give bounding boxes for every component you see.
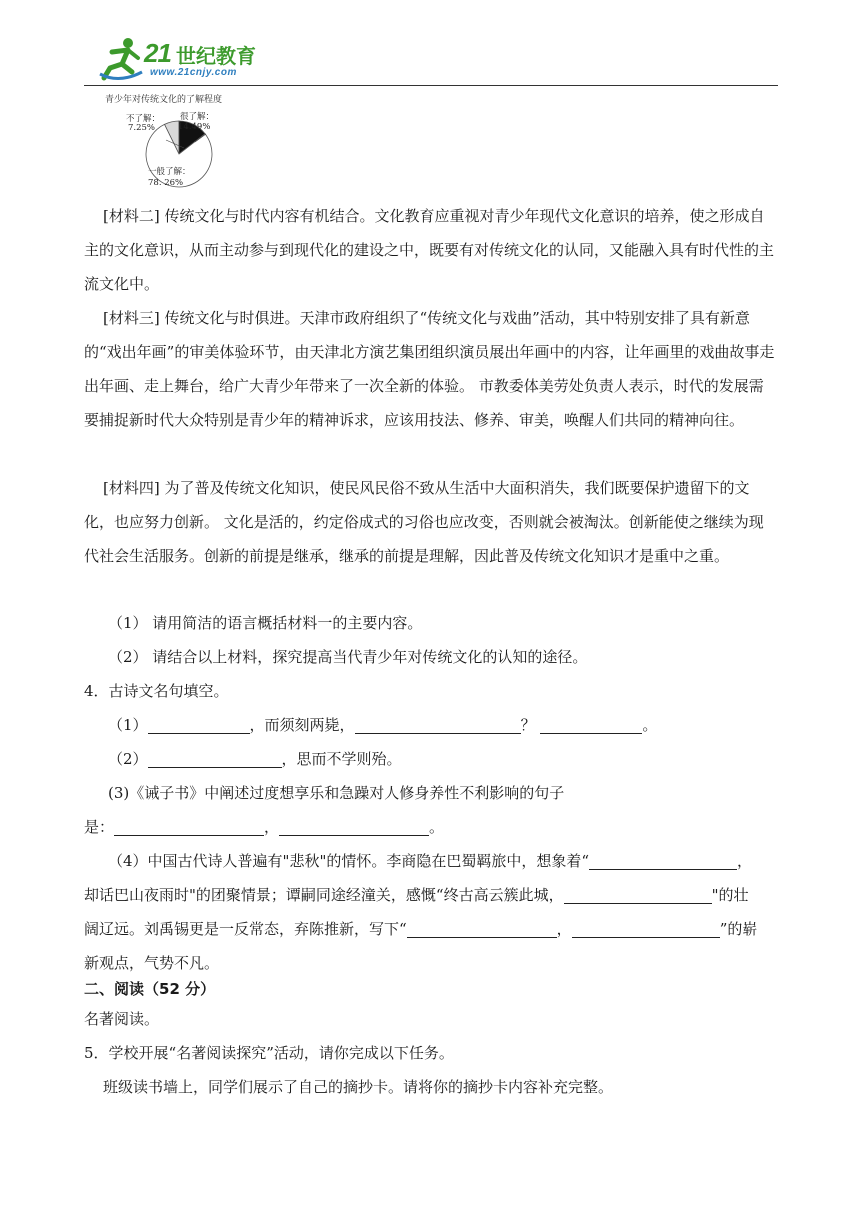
slice-label-very-understand: 很了解： bbox=[180, 112, 215, 122]
material-four: [材料四] 为了普及传统文化知识，使民风民俗不致从生活中大面积消失，我们既要保护遗留下的文化，也应努力创新。 文化是活的，约定俗成式的习俗也应改变，否则就会被淘汰。创新能使之继续为现代社会生活服务。创新的前提是继承，继承的前提是理解，因此普及传统文化知识才是重中之重。 bbox=[84, 479, 764, 565]
q4-4-text-f: ， bbox=[556, 920, 572, 938]
q4-1-number: （1） bbox=[108, 716, 148, 734]
question-4-title: 4．古诗文名句填空。 bbox=[84, 682, 229, 700]
question-3-1: （1） 请用简洁的语言概括材料一的主要内容。 bbox=[108, 614, 423, 632]
q4-3-prefix: 是： bbox=[84, 818, 115, 836]
header-divider bbox=[84, 85, 778, 86]
answer-blank-4-1a[interactable] bbox=[148, 715, 250, 734]
q4-4-text-e: 阔辽远。刘禹锡更是一反常态，弃陈推新，写下“ bbox=[84, 920, 407, 938]
material-three: [材料三] 传统文化与时俱进。天津市政府组织了“传统文化与戏曲”活动，其中特别安排了具有新意的“戏出年画”的审美体验环节，由天津北方演艺集团组织演员展出年画中的内容，让年画里的戏曲故事走出年画、走上舞台，给广大青少年带来了一次全新的体验。 市教委体美劳处负责人表示，时代的发展需要捕捉新时代大众特别是青少年的精神诉求，应该用技法、修养、审美，唤醒人们共同的精神向往。 bbox=[84, 309, 775, 429]
question-4-2 bbox=[108, 742, 402, 776]
question-4-4-line1 bbox=[108, 844, 752, 878]
logo-url: www.21cnjy.com bbox=[150, 67, 237, 78]
chart-title: 青少年对传统文化的了解程度 bbox=[105, 95, 223, 105]
q4-1-period: 。 bbox=[642, 716, 658, 734]
answer-blank-4-2[interactable] bbox=[148, 749, 282, 768]
slice-label-not-understand: 不了解： bbox=[126, 114, 161, 124]
q4-1-question-mark: ？ bbox=[520, 716, 536, 734]
runner-logo-icon bbox=[94, 34, 144, 82]
site-logo bbox=[94, 34, 264, 84]
question-4-3-line2 bbox=[84, 810, 444, 844]
question-4-4-line3 bbox=[84, 912, 757, 946]
q4-3-comma: ， bbox=[264, 818, 280, 836]
q4-4-text-b: ， bbox=[737, 852, 753, 870]
slice-value-not-understand: 7.25% bbox=[128, 123, 156, 133]
answer-blank-4-4a[interactable] bbox=[589, 851, 737, 870]
q4-4-text-g: ”的崭 bbox=[719, 920, 758, 938]
question-5-description: 班级读书墙上，同学们展示了自己的摘抄卡。请将你的摘抄卡内容补充完整。 bbox=[103, 1078, 614, 1096]
question-4-3-line1: (3)《诫子书》中阐述过度想享乐和急躁对人修身养性不利影响的句子 bbox=[108, 784, 565, 802]
q4-3-period: 。 bbox=[429, 818, 445, 836]
logo-title: 世纪教育 bbox=[176, 44, 256, 68]
question-4-4-line2 bbox=[84, 878, 748, 912]
pie-chart bbox=[100, 90, 250, 200]
q4-1-text: ，而须刻两毙， bbox=[249, 716, 355, 734]
question-5-title: 5．学校开展“名著阅读探究”活动，请你完成以下任务。 bbox=[84, 1044, 454, 1062]
answer-blank-4-1b[interactable] bbox=[355, 715, 521, 734]
q4-2-number: （2） bbox=[108, 750, 148, 768]
slice-value-very-understand: 14.49% bbox=[178, 122, 211, 132]
slice-label-general: 一般了解： bbox=[148, 167, 191, 177]
slice-value-general: 78. 26% bbox=[148, 178, 184, 188]
page-header bbox=[84, 34, 778, 86]
question-4-1 bbox=[108, 708, 657, 742]
material-two: [材料二] 传统文化与时代内容有机结合。文化教育应重视对青少年现代文化意识的培养，使之形成自主的文化意识，从而主动参与到现代化的建设之中，既要有对传统文化的认同，又能融入具有时代性的主流文化中。 bbox=[84, 207, 775, 293]
pie-chart-svg bbox=[100, 90, 250, 200]
question-4-4-line4: 新观点，气势不凡。 bbox=[84, 954, 220, 972]
q4-4-text-a: （4）中国古代诗人普遍有"悲秋"的情怀。李商隐在巴蜀羁旅中，想象着“ bbox=[108, 852, 590, 870]
answer-blank-4-4d[interactable] bbox=[572, 919, 720, 938]
answer-blank-4-3b[interactable] bbox=[279, 817, 429, 836]
q4-2-text: ，思而不学则殆。 bbox=[281, 750, 402, 768]
question-3-2: （2） 请结合以上材料，探究提高当代青少年对传统文化的认知的途径。 bbox=[108, 648, 588, 666]
q4-4-text-d: "的壮 bbox=[711, 886, 749, 904]
q4-4-text-c: 却话巴山夜雨时"的团聚情景；谭嗣同途经潼关，感慨“终古高云簇此城， bbox=[84, 886, 564, 904]
answer-blank-4-4b[interactable] bbox=[564, 885, 712, 904]
answer-blank-4-1c[interactable] bbox=[540, 715, 642, 734]
reading-intro: 名著阅读。 bbox=[84, 1010, 160, 1028]
section-two-heading: 二、阅读（52 分） bbox=[84, 980, 216, 998]
answer-blank-4-3a[interactable] bbox=[114, 817, 264, 836]
answer-blank-4-4c[interactable] bbox=[407, 919, 557, 938]
logo-number: 21 bbox=[144, 38, 171, 68]
